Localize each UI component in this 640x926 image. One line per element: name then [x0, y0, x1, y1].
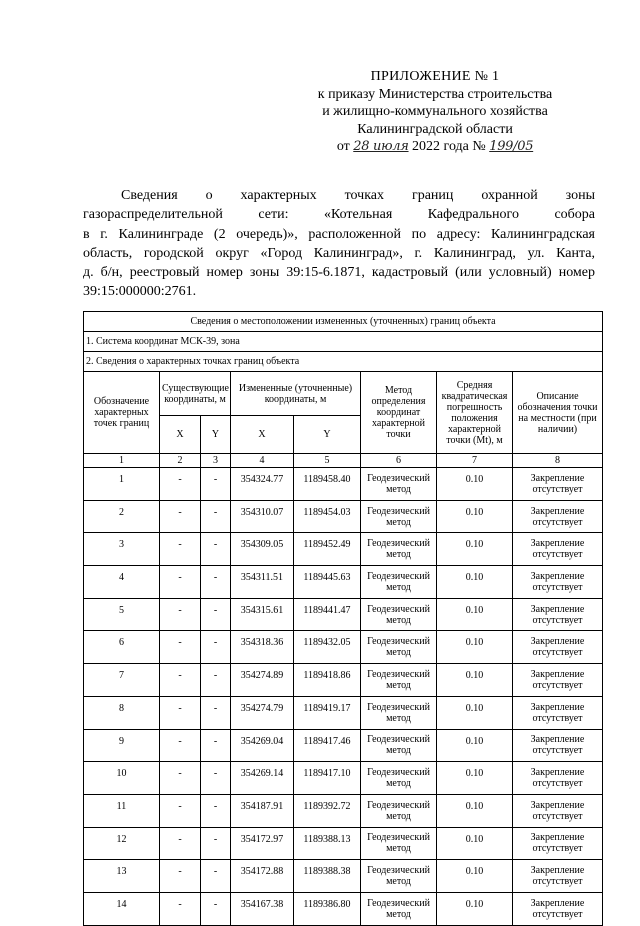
changed-y-cell: 1189388.13: [294, 827, 361, 860]
description-cell: Закрепление отсутствует: [513, 762, 603, 795]
section-points-info: 2. Сведения о характерных точках границ объекта: [84, 352, 603, 372]
changed-y-cell: 1189452.49: [294, 533, 361, 566]
method-cell: Геодезический метод: [361, 598, 437, 631]
header-point: Обозначение характерных точек границ: [84, 372, 160, 454]
changed-x-cell: 354309.05: [231, 533, 294, 566]
point-number-cell: 6: [84, 631, 160, 664]
accuracy-cell: 0.10: [437, 598, 513, 631]
table-row: [84, 664, 603, 697]
header-changed-x: X: [231, 416, 294, 454]
column-number: 3: [201, 454, 231, 468]
order-line-2: и жилищно-коммунального хозяйства: [322, 104, 548, 119]
date-prefix: от: [336, 139, 350, 154]
existing-x-cell: -: [160, 500, 201, 533]
section-coordinate-system: 1. Система координат МСК-39, зона: [84, 332, 603, 352]
accuracy-cell: 0.10: [437, 729, 513, 762]
description-cell: Закрепление отсутствует: [513, 566, 603, 599]
intro-line: 39:15:000000:2761.: [83, 284, 197, 300]
existing-y-cell: -: [201, 696, 231, 729]
table-caption: Сведения о местоположении измененных (уточненных) границ объекта: [84, 312, 603, 332]
description-cell: Закрепление отсутствует: [513, 533, 603, 566]
existing-x-cell: -: [160, 860, 201, 893]
existing-y-cell: -: [201, 598, 231, 631]
accuracy-cell: 0.10: [437, 664, 513, 697]
existing-x-cell: -: [160, 892, 201, 925]
coordinates-table: [83, 311, 603, 926]
changed-x-cell: 354310.07: [231, 500, 294, 533]
changed-x-cell: 354269.04: [231, 729, 294, 762]
header-changed-y: Y: [294, 416, 361, 454]
table-row: [84, 566, 603, 599]
changed-y-cell: 1189388.38: [294, 860, 361, 893]
table-row: [84, 598, 603, 631]
point-number-cell: 7: [84, 664, 160, 697]
method-cell: Геодезический метод: [361, 664, 437, 697]
table-row: [84, 794, 603, 827]
method-cell: Геодезический метод: [361, 500, 437, 533]
intro-line: д. б/н, реестровый номер зоны 39:15-6.1871, кадастровый (или условный) номер: [83, 265, 595, 281]
description-cell: Закрепление отсутствует: [513, 794, 603, 827]
order-date-line: [290, 138, 580, 156]
changed-y-cell: 1189432.05: [294, 631, 361, 664]
table-row: [84, 729, 603, 762]
existing-x-cell: -: [160, 794, 201, 827]
description-cell: Закрепление отсутствует: [513, 729, 603, 762]
changed-y-cell: 1189418.86: [294, 664, 361, 697]
point-number-cell: 13: [84, 860, 160, 893]
existing-x-cell: -: [160, 598, 201, 631]
column-number: 2: [160, 454, 201, 468]
changed-x-cell: 354324.77: [231, 468, 294, 501]
column-number: 7: [437, 454, 513, 468]
description-cell: Закрепление отсутствует: [513, 631, 603, 664]
header-changed-coords: Измененные (уточненные) координаты, м: [231, 372, 361, 416]
changed-y-cell: 1189417.46: [294, 729, 361, 762]
accuracy-cell: 0.10: [437, 827, 513, 860]
changed-x-cell: 354274.79: [231, 696, 294, 729]
changed-y-cell: 1189454.03: [294, 500, 361, 533]
accuracy-cell: 0.10: [437, 794, 513, 827]
method-cell: Геодезический метод: [361, 794, 437, 827]
intro-line: область, городской округ «Город Калининград», г. Калининград, ул. Канта,: [83, 245, 595, 261]
appendix-title: ПРИЛОЖЕНИЕ № 1: [370, 69, 500, 84]
table-row: [84, 631, 603, 664]
method-cell: Геодезический метод: [361, 468, 437, 501]
description-cell: Закрепление отсутствует: [513, 468, 603, 501]
accuracy-cell: 0.10: [437, 696, 513, 729]
changed-y-cell: 1189386.80: [294, 892, 361, 925]
order-line-1: к приказу Министерства строительства: [317, 86, 553, 102]
method-cell: Геодезический метод: [361, 762, 437, 795]
accuracy-cell: 0.10: [437, 566, 513, 599]
table-row: [84, 762, 603, 795]
table-row: [84, 533, 603, 566]
existing-y-cell: -: [201, 566, 231, 599]
intro-line: газораспределительной сети: «Котельная Кафедрального собора: [83, 207, 595, 223]
intro-paragraph: [83, 186, 595, 302]
intro-line: Сведения о характерных точках границ охранной зоны: [121, 188, 595, 203]
method-cell: Геодезический метод: [361, 566, 437, 599]
changed-y-cell: 1189445.63: [294, 566, 361, 599]
existing-y-cell: -: [201, 762, 231, 795]
method-cell: Геодезический метод: [361, 631, 437, 664]
method-cell: Геодезический метод: [361, 827, 437, 860]
point-number-cell: 9: [84, 729, 160, 762]
changed-x-cell: 354311.51: [231, 566, 294, 599]
header-description: Описание обозначения точки на местности (при наличии): [513, 372, 603, 454]
point-number-cell: 11: [84, 794, 160, 827]
accuracy-cell: 0.10: [437, 892, 513, 925]
point-number-cell: 3: [84, 533, 160, 566]
description-cell: Закрепление отсутствует: [513, 598, 603, 631]
header-existing-x: X: [160, 416, 201, 454]
point-number-cell: 10: [84, 762, 160, 795]
point-number-cell: 1: [84, 468, 160, 501]
existing-y-cell: -: [201, 533, 231, 566]
existing-x-cell: -: [160, 827, 201, 860]
existing-y-cell: -: [201, 827, 231, 860]
column-number-row: [84, 454, 603, 468]
description-cell: Закрепление отсутствует: [513, 827, 603, 860]
point-number-cell: 8: [84, 696, 160, 729]
existing-y-cell: -: [201, 729, 231, 762]
existing-y-cell: -: [201, 631, 231, 664]
handwritten-number: 199/05: [489, 139, 534, 154]
point-number-cell: 2: [84, 500, 160, 533]
appendix-header: [290, 68, 580, 156]
description-cell: Закрепление отсутствует: [513, 860, 603, 893]
changed-y-cell: 1189458.40: [294, 468, 361, 501]
existing-y-cell: -: [201, 892, 231, 925]
table-row: [84, 468, 603, 501]
table-row: [84, 500, 603, 533]
column-number: 5: [294, 454, 361, 468]
column-number: 4: [231, 454, 294, 468]
existing-x-cell: -: [160, 762, 201, 795]
existing-y-cell: -: [201, 860, 231, 893]
point-number-cell: 5: [84, 598, 160, 631]
accuracy-cell: 0.10: [437, 500, 513, 533]
changed-y-cell: 1189392.72: [294, 794, 361, 827]
header-accuracy: Средняя квадратическая погрешность положения характерной точки (Mt), м: [437, 372, 513, 454]
order-line-3: Калининградской области: [357, 121, 513, 137]
description-cell: Закрепление отсутствует: [513, 500, 603, 533]
point-number-cell: 14: [84, 892, 160, 925]
changed-x-cell: 354172.97: [231, 827, 294, 860]
header-method: Метод определения координат характерной точки: [361, 372, 437, 454]
existing-x-cell: -: [160, 566, 201, 599]
changed-x-cell: 354187.91: [231, 794, 294, 827]
existing-x-cell: -: [160, 631, 201, 664]
method-cell: Геодезический метод: [361, 533, 437, 566]
method-cell: Геодезический метод: [361, 696, 437, 729]
description-cell: Закрепление отсутствует: [513, 696, 603, 729]
intro-line: в г. Калининграде (2 очередь)», расположенной по адресу: Калининградская: [83, 226, 595, 242]
method-cell: Геодезический метод: [361, 860, 437, 893]
existing-x-cell: -: [160, 468, 201, 501]
existing-y-cell: -: [201, 664, 231, 697]
accuracy-cell: 0.10: [437, 762, 513, 795]
table-row: [84, 892, 603, 925]
table-row: [84, 827, 603, 860]
changed-y-cell: 1189441.47: [294, 598, 361, 631]
changed-x-cell: 354167.38: [231, 892, 294, 925]
changed-y-cell: 1189417.10: [294, 762, 361, 795]
accuracy-cell: 0.10: [437, 468, 513, 501]
column-number: 8: [513, 454, 603, 468]
table-row: [84, 860, 603, 893]
column-number: 1: [84, 454, 160, 468]
date-suffix: 2022 года №: [412, 139, 486, 154]
header-existing-coords: Существующие координаты, м: [160, 372, 231, 416]
changed-y-cell: 1189419.17: [294, 696, 361, 729]
description-cell: Закрепление отсутствует: [513, 892, 603, 925]
point-number-cell: 4: [84, 566, 160, 599]
changed-x-cell: 354315.61: [231, 598, 294, 631]
method-cell: Геодезический метод: [361, 729, 437, 762]
accuracy-cell: 0.10: [437, 631, 513, 664]
handwritten-date: 28 июля: [353, 139, 409, 154]
existing-x-cell: -: [160, 696, 201, 729]
accuracy-cell: 0.10: [437, 533, 513, 566]
header-existing-y: Y: [201, 416, 231, 454]
existing-y-cell: -: [201, 794, 231, 827]
existing-x-cell: -: [160, 664, 201, 697]
existing-x-cell: -: [160, 729, 201, 762]
changed-x-cell: 354172.88: [231, 860, 294, 893]
existing-y-cell: -: [201, 500, 231, 533]
column-number: 6: [361, 454, 437, 468]
method-cell: Геодезический метод: [361, 892, 437, 925]
existing-x-cell: -: [160, 533, 201, 566]
description-cell: Закрепление отсутствует: [513, 664, 603, 697]
changed-x-cell: 354318.36: [231, 631, 294, 664]
point-number-cell: 12: [84, 827, 160, 860]
table-row: [84, 696, 603, 729]
existing-y-cell: -: [201, 468, 231, 501]
changed-x-cell: 354269.14: [231, 762, 294, 795]
accuracy-cell: 0.10: [437, 860, 513, 893]
changed-x-cell: 354274.89: [231, 664, 294, 697]
